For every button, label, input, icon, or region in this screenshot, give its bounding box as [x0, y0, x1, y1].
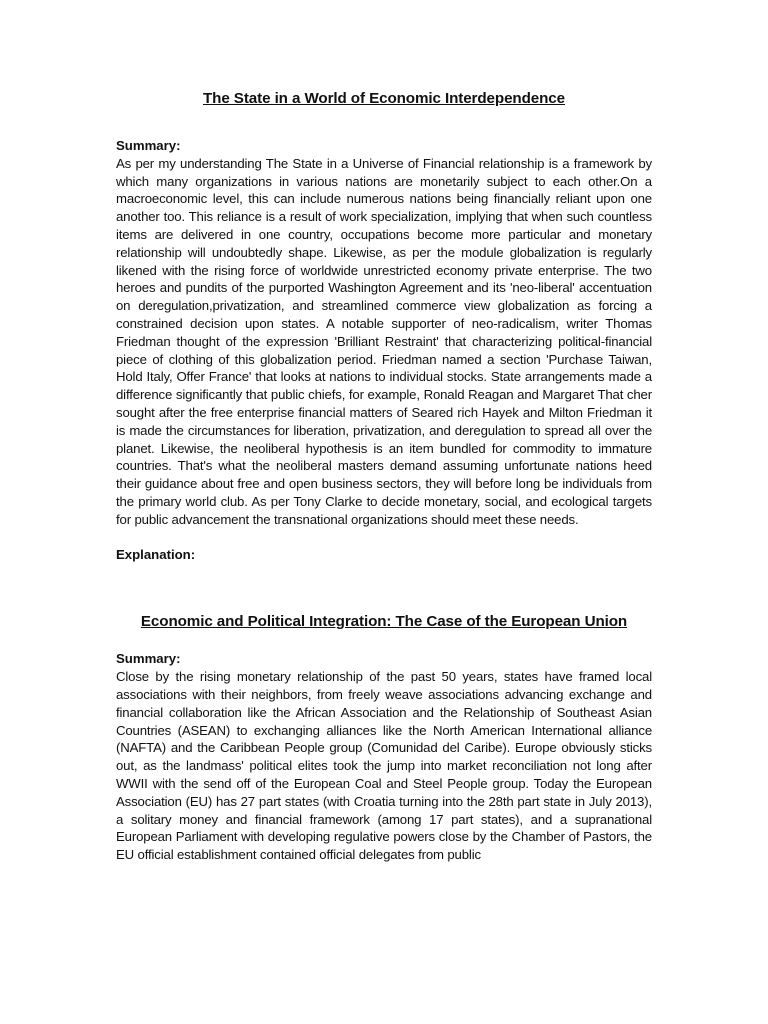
section-european-union — [116, 611, 652, 864]
summary-paragraph: As per my understanding The State in a Universe of Financial relationship is a framework by which many organizations in various nations are monetarily subject to each other.On a macroeconomic level, this can include numerous nations being financially reliant upon one another too. This reliance is a result of work specialization, implying that when such countless items are delivered in one country, occupations become more particular and monetary relationship will undoubtedly shape. Likewise, as per the module globalization is regularly likened with the rising force of worldwide unrestricted economy private enterprise. The two heroes and pundits of the purported Washington Agreement and its 'neo-liberal' accentuation on deregulation,privatization, and streamlined commerce view globalization as forcing a constrained decision upon states. A notable supporter of neo-radicalism, writer Thomas Friedman thought of the expression 'Brilliant Restraint' that characterizing political-financial piece of clothing of this globalization period. Friedman named a section 'Purchase Taiwan, Hold Italy, Offer France' that looks at nations to individual stocks. State arrangements made a difference significantly that public chiefs, for example, Ronald Reagan and Margaret That cher sought after the free enterprise financial matters of Seared rich Hayek and Milton Friedman it is made the circumstances for liberation, privatization, and deregulation to spread all over the planet. Likewise, the neoliberal hypothesis is an item bundled for commodity to immature countries. That's what the neoliberal masters demand assuming unfortunate nations heed their guidance about free and open business sectors, they will before long be individuals from the primary world club. As per Tony Clarke to decide monetary, social, and ecological targets for public advancement the transnational organizations should meet these needs. — [116, 155, 652, 527]
document-content — [116, 88, 652, 864]
section-title: Economic and Political Integration: The Case of the European Union — [140, 613, 628, 631]
summary-label: Summary: — [116, 138, 181, 153]
summary-paragraph: Close by the rising monetary relationship of the past 50 years, states have framed local associations with their neighbors, from freely weave associations advancing exchange and financial collaboration like the African Association and the Relationship of Southeast Asian Countries (ASEAN) to exchanging alliances like the North American International alliance (NAFTA) and the Caribbean People group (Comunidad del Caribe). Europe obviously sticks out, as the landmass' political elites took the jump into market reconciliation not long after WWII with the send off of the European Coal and Steel People group. Today the European Association (EU) has 27 part states (with Croatia turning into the 28th part state in July 2013), a solitary money and financial framework (among 17 part states), and a supranational European Parliament with developing regulative powers close by the Chamber of Pastors, the EU official establishment contained official delegates from public — [116, 669, 652, 863]
summary-label: Summary: — [116, 651, 181, 667]
section-title: The State in a World of Economic Interdependence — [202, 90, 565, 107]
explanation-label: Explanation: — [116, 546, 196, 562]
section-state-interdependence — [116, 88, 652, 563]
